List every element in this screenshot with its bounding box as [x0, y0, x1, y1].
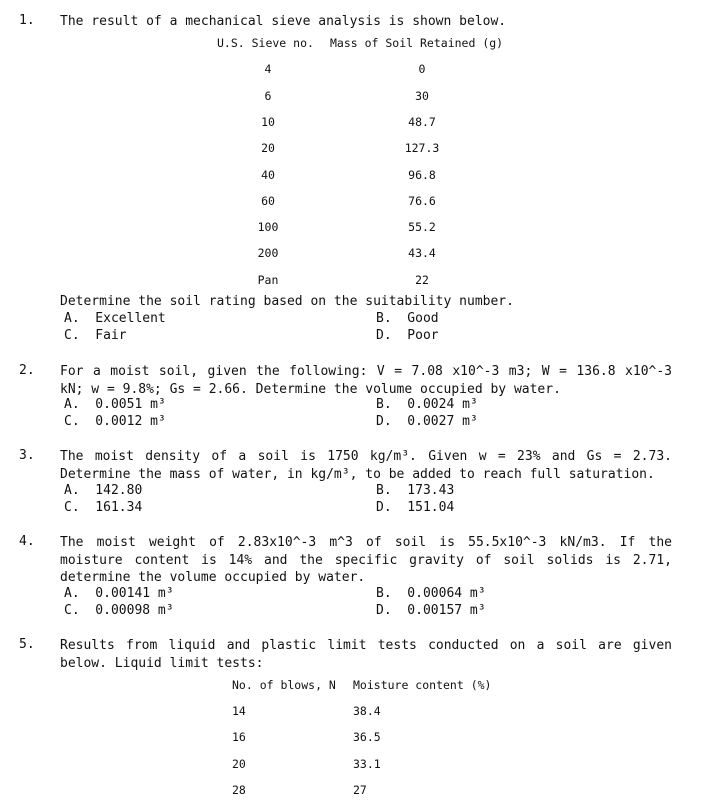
q1-mass-cell: 96.8 — [408, 168, 436, 182]
q1-mass-cell: 22 — [415, 273, 429, 287]
q5-moisture-cell: 36.5 — [353, 730, 381, 744]
unit-label: m³ — [150, 414, 166, 429]
q5-blows-cell: 28 — [232, 783, 246, 797]
q2-text: For a moist soil, given the following: V = 7.08 x10^-3 m3; W = 136.8 x10^-3 kN; w = 9.8%; Gs = 2.66. Determine the volume occupied by water. — [60, 364, 672, 397]
q5-moisture-cell: 38.4 — [353, 704, 381, 718]
q1-mass-cell: 55.2 — [408, 220, 436, 234]
q3-option-b: B. 173.43 — [376, 483, 455, 498]
q1-header-sieve: U.S. Sieve no. — [217, 36, 314, 50]
q5-moisture-cell: 33.1 — [353, 757, 381, 771]
q5-number: 5. — [19, 637, 35, 652]
q3-number: 3. — [19, 448, 35, 463]
q1-option-c: C. Fair — [64, 328, 127, 343]
unit-label: m³ — [150, 397, 166, 412]
unit-label: m³ — [469, 586, 486, 601]
unit-label: m³ — [462, 397, 478, 412]
q3-option-a: A. 142.80 — [64, 483, 143, 498]
q1-option-d: D. Poor — [376, 328, 439, 343]
q1-sieve-cell: 60 — [261, 194, 275, 208]
q1-mass-cell: 127.3 — [404, 141, 440, 155]
q1-sieve-cell: 200 — [257, 246, 279, 260]
unit-label: m³ — [469, 603, 486, 618]
q2-number: 2. — [19, 363, 35, 378]
q4-option-a: A. 0.00141 m³ — [64, 586, 174, 601]
q5-moisture-cell: 27 — [353, 783, 367, 797]
q3-text: The moist density of a soil is 1750 kg/m³. Given w = 23% and Gs = 2.73. Determine the mass of water, in kg/m³, to be added to reach full saturation. — [60, 449, 672, 482]
q1-number: 1. — [19, 13, 35, 28]
q1-sieve-cell: Pan — [257, 273, 279, 287]
q5-blows-cell: 20 — [232, 757, 246, 771]
unit-label: m³ — [462, 414, 478, 429]
q4-number: 4. — [19, 534, 35, 549]
unit-label: m³ — [157, 586, 174, 601]
q1-mass-cell: 43.4 — [408, 246, 436, 260]
q2-option-a: A. 0.0051 m³ — [64, 397, 166, 412]
q1-question: Determine the soil rating based on the suitability number. — [60, 294, 514, 309]
q4-option-c: C. 0.00098 m³ — [64, 603, 174, 618]
q3-option-d: D. 151.04 — [376, 500, 455, 515]
q5-text: Results from liquid and plastic limit tests conducted on a soil are given below. Liquid limit tests: — [60, 638, 672, 671]
q1-sieve-cell: 4 — [264, 62, 272, 76]
q2-option-d: D. 0.0027 m³ — [376, 414, 478, 429]
q4-option-b: B. 0.00064 m³ — [376, 586, 486, 601]
q3-option-c: C. 161.34 — [64, 500, 143, 515]
q5-blows-cell: 16 — [232, 730, 246, 744]
q5-header-moisture: Moisture content (%) — [353, 678, 492, 692]
q1-sieve-cell: 100 — [257, 220, 279, 234]
unit-label: m³ — [157, 603, 174, 618]
q1-option-a: A. Excellent — [64, 311, 166, 326]
q4-text: The moist weight of 2.83x10^-3 m^3 of soil is 55.5x10^-3 kN/m3. If the moisture content is 14% and the specific gravity of soil solids is 2.71, determine the volume occupied by water. — [60, 535, 672, 585]
q5-blows-cell: 14 — [232, 704, 246, 718]
q1-mass-cell: 76.6 — [408, 194, 436, 208]
q2-option-c: C. 0.0012 m³ — [64, 414, 166, 429]
q1-option-b: B. Good — [376, 311, 439, 326]
q1-mass-cell: 48.7 — [408, 115, 436, 129]
q1-sieve-cell: 20 — [261, 141, 275, 155]
q1-mass-cell: 0 — [418, 62, 426, 76]
q1-sieve-cell: 6 — [264, 89, 272, 103]
q1-sieve-cell: 10 — [261, 115, 275, 129]
q2-option-b: B. 0.0024 m³ — [376, 397, 478, 412]
q4-option-d: D. 0.00157 m³ — [376, 603, 486, 618]
q1-sieve-cell: 40 — [261, 168, 275, 182]
q1-mass-cell: 30 — [415, 89, 429, 103]
q1-header-mass: Mass of Soil Retained (g) — [330, 36, 504, 50]
q1-text: The result of a mechanical sieve analysis is shown below. — [60, 14, 507, 29]
q5-header-blows: No. of blows, N — [232, 678, 336, 692]
